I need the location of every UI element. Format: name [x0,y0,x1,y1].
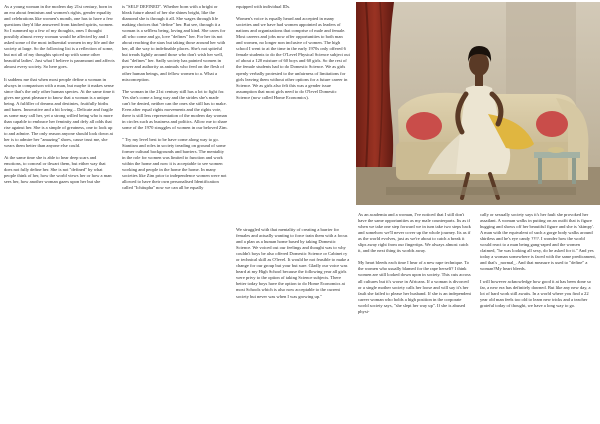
paragraph: I will however acknowledge how good it at has been done so far, a new era has definitely dawned. But like any new day, a lot of hard work still awaits. In a world where you find a 22 year old man feels too old to learn new tricks and a teacher grateful today of thought, we have a long way to go. [480,278,591,308]
article-column-4 [358,212,472,420]
paragraph: As a young woman in the modern day 21st century, born in an era about feminism and women's rights, gender equality and celebrations like women's month, one has to have a few questions they'd like answered from kindred spirits, women. So I summed up a few of my thoughts, ones I thought possibly almost every woman would be affected by and I asked some of the most influential women in my life and the society at large. So the following list is a reflection of some, but not all of my thoughts spiced up with some other beautiful ladies'. Just what I believe is paramount and affects almost every society. So here goes. [4,4,115,70]
paragraph: We struggled with that mentality of creating a barrier for females and actually wanting to force train them with a focus and a plan as a human home based by taking Domestic Science. We voiced out our feelings and thought was to why couldn't boys be also offered Domestic Science or Cabinet ry or technical skill as O'level. It would be not feasible to make a change for our group but your but sure. Gladly our voice was heard at my High School because the following year all girls were privy to the option of taking Science subjects. There better today boys have the option to do Home Economics at most Schools which is also now acceptable to the current society but never was when I was growing up." [236,227,350,299]
column-3-bottom [236,227,350,300]
paragraph: At the same time she is able to hear deep scars and emotions, to conceal or thwart them, but either way that does not fully define her. She is not "defined" by what people think of her, how the world views her or how a man sees her, how another woman gazes upon her but she [4,155,112,185]
article-column-1 [4,4,115,422]
article-column-3 [236,4,350,410]
paragraph: cally or sexually society says it's her fault she provoked her assailant. A woman walks in putting on an outfit that is figure hugging and shows off her beautiful figure and she is 'skimpy'. A man with the equivalent of such a gorge body walks around shirtless and he's eye candy ??!?. I wonder how the world would react to a man being gang-raped and the women claimed, "he was looking all sexy, do he asked for it." And yes today a woman somewhere is faced with the same predicament, and that's _normal_. And that measure is used to "define" a woman?My heart bleeds. [480,212,596,272]
paragraph: My heart bleeds each time I hear of a new rape technique. To the women who usually blamed for the rape herself? I think women are still looked down upon in society. This cuts across all cultures but it's worse in Africans. If a woman is divorced or a single mother society calls her loose and will say it's her fault she failed to please her husband. If she is an independent career woman who holds a high position in the corporate world society says, "she slept her way up". If she is abused physi- [358,260,471,314]
photo-illustration [356,2,600,205]
paragraph: It saddens me that when most people define a woman in always in comparison with a man, but maybe it makes sense since that's the only other human species. At the same time it gives me great pleasure to know that a woman is a unique being. A fulfiller of dreams and destinies, fruitfully births and bares. Innovative and a bit loving... Delicate and fragile as some may call her, yet a strong willed being who is more than capable to embrace her feminity and defy all odds that rise against her. She is a simple of greatness, one to look up to and admire. The only reason anyone should look down at her is to admire her "amazing" shoes, cause trust me, she wears them better than anyone else could. [4,76,115,149]
paragraph: " Try my level best to be have come along way to go. Stantism and roles in society treading on ground of some former cultural backgrounds and barriers. The mentality in the role for women was limited to function and work within the home and now it is acceptable to see women working and people in the home the home. In many societies like Zim prior to independence women were not allowed to have their own personalised Identification called "Ichitupha" now we can all be equally [122,137,227,191]
paragraph: Women's voice is equally heard and accepted in many societies and we have had women appointed as leaders of nations and organizations that comprise of male and female. Most careers and jobs now offer opportunities to both man and women, no longer non inclusive of women. The high school I went to at the time in the early 1970s only offered 6 female students to do the O'Level Physical Science subject out of about a 120 mixture of 60 boys and 60 girls. So the rest of the female students had to do Domestic Science. We as girls openly verbally protested to the unfairness of limitations for girls leaving them without other options for a future career in Science. We as girls also felt this was a gender issue assumption that most girls need to do O'level Domestic Science (now called Home Economics). [236,16,350,100]
paragraph: As an academia and a woman, I've noticed that I still don't have the same opportunities as my male counterparts. Its as if when we take one step forward we in turn take two steps back and somehow we'll never cover up the whole journey. Its as if as the world evolves, just as we're about to catch a break it slips away right from our fingertips. We always almost catch it, and the next thing its worlds away. [358,212,471,254]
paragraph: The woman in the 21st century still has a lot to fight for. Yes she's come a long way and the strides she's made can't be denied, neither can the ones she still has to make. Even after equal rights movements and the rights vote, there is still less representation of the modern day woman in circles such as business and politics. Allow me to share some of the 1970 struggles of women in our beloved Zim. [122,88,228,130]
woman-seated-on-sofa-photo [356,2,600,205]
paragraph: equipped with individual IDs. [236,4,291,9]
paragraph: is "SELF DEFINED". Whether born with a bright or bleak future ahead of her she shines bright, like the diamond she is through it all. She wages through life making choices that "define" her. But see, through it a woman is a selfless being, loving and kind. She cares for all who come and go, love "defines" her. For her its not about reaching the stars but taking those around her with her, all the way to indefinable places. She's not spiteful but treads lightly around those who don't wish her well, that "defines" her. Sadly society has painted women in power and authority as animals who feed on the flesh of other human beings, and fellow women to a. What a misconception. [122,4,226,82]
column-3-top [236,4,350,222]
article-column-2 [122,4,228,422]
article-column-5 [480,212,596,420]
